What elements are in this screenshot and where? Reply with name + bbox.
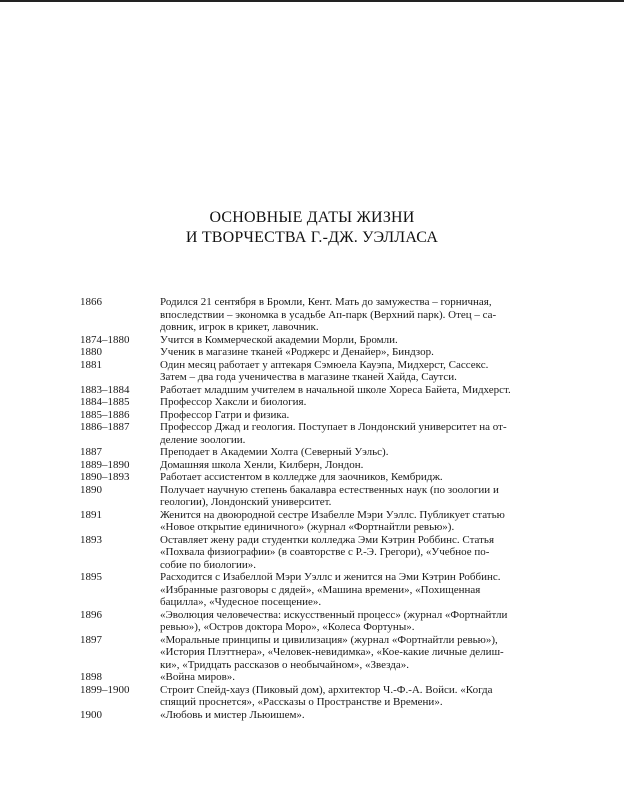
entry-text-line: Один месяц работает у аптекаря Сэмюела Кауэпа, Мидхерст, Сассекс. (160, 358, 489, 371)
entry-text-line: собие по биологии». (160, 558, 256, 571)
chronology-list (80, 296, 546, 721)
chronology-entry (80, 571, 546, 609)
entry-year: 1883–1884 (80, 383, 130, 396)
entry-year: 1890–1893 (80, 471, 130, 483)
chronology-entry (80, 634, 546, 672)
entry-text-line: ки», «Тридцать рассказов о необычайном», «Звезда». (160, 658, 409, 671)
title-line: ОСНОВНЫЕ ДАТЫ ЖИЗНИ (209, 209, 415, 226)
entry-year: 1885–1886 (80, 408, 130, 421)
entry-year: 1900 (80, 708, 102, 721)
chronology-entry (80, 396, 546, 409)
entry-year: 1881 (80, 358, 102, 371)
entry-text (160, 609, 546, 634)
entry-text-line: «Похвала физиографии» (в соавторстве с Р.-Э. Грегори), «Учебное по- (160, 546, 490, 558)
entry-text-line: «Новое открытие единичного» (журнал «Фортнайтли ревью»). (160, 521, 455, 533)
entry-text-line: «Эволюция человечества: искусственный процесс» (журнал «Фортнайтли (160, 608, 508, 621)
entry-year: 1890 (80, 483, 102, 496)
chronology-entry (80, 709, 546, 722)
entry-text-line: ревью»), «Остров доктора Моро», «Колеса Фортуны». (160, 621, 415, 633)
entry-text-line: Учится в Коммерческой академии Морли, Бромли. (160, 333, 398, 346)
entry-text (160, 709, 546, 722)
entry-text-line: Строит Спейд-хауз (Пиковый дом), архитектор Ч.-Ф.-А. Войси. «Когда (160, 683, 493, 696)
entry-text-line: Преподает в Академии Холта (Северный Уэльс). (160, 446, 389, 458)
entry-text-line: бацилла», «Чудесное посещение». (160, 596, 322, 608)
entry-text (160, 296, 546, 334)
entry-text (160, 571, 546, 609)
chronology-entry (80, 609, 546, 634)
entry-text (160, 509, 546, 534)
entry-text-line: «Избранные разговоры с дядей», «Машина времени», «Похищенная (160, 583, 481, 596)
entry-text-line: «Моральные принципы и цивилизация» (журнал «Фортнайтли ревью»), (160, 633, 498, 646)
entry-text (160, 359, 546, 384)
entry-year: 1866 (80, 296, 102, 308)
entry-text (160, 684, 546, 709)
entry-text (160, 484, 546, 509)
entry-text-line: довник, игрок в крикет, лавочник. (160, 321, 319, 333)
chronology-entry (80, 446, 546, 459)
top-rule (0, 0, 624, 2)
entry-year: 1896 (80, 608, 102, 621)
entry-text (160, 446, 546, 459)
entry-text-line: Родился 21 сентября в Бромли, Кент. Мать до замужества – горничная, (160, 296, 492, 308)
entry-text-line: Расходится с Изабеллой Мэри Уэллс и женится на Эми Кэтрин Роббинс. (160, 571, 501, 583)
chronology-entry (80, 346, 546, 359)
chronology-entry (80, 421, 546, 446)
chronology-entry (80, 334, 546, 347)
entry-year: 1898 (80, 671, 102, 683)
page-title (0, 208, 624, 248)
entry-text (160, 384, 546, 397)
entry-year: 1893 (80, 533, 102, 546)
entry-text (160, 471, 546, 484)
entry-year: 1899–1900 (80, 683, 130, 696)
entry-text-line: Профессор Джад и геология. Поступает в Лондонский университет на от- (160, 421, 507, 433)
entry-year: 1887 (80, 446, 102, 458)
entry-text (160, 634, 546, 672)
chronology-entry (80, 359, 546, 384)
entry-text-line: «Война миров». (160, 671, 236, 683)
entry-text (160, 346, 546, 359)
entry-text-line: геологии), Лондонский университет. (160, 496, 332, 508)
entry-text-line: Оставляет жену ради студентки колледжа Эми Кэтрин Роббинс. Статья (160, 533, 495, 546)
chronology-entry (80, 384, 546, 397)
title-line: И ТВОРЧЕСТВА Г.-ДЖ. УЭЛЛАСА (185, 229, 439, 246)
chronology-entry (80, 684, 546, 709)
entry-year: 1880 (80, 346, 102, 358)
entry-text-line: деление зоологии. (160, 433, 246, 446)
entry-text-line: Домашняя школа Хенли, Килберн, Лондон. (160, 458, 364, 471)
entry-text (160, 334, 546, 347)
chronology-entry (80, 484, 546, 509)
entry-text-line: «История Плэттнера», «Человек-невидимка», «Кое-какие личные делиш- (160, 646, 504, 658)
chronology-entry (80, 534, 546, 572)
entry-text-line: Профессор Гатри и физика. (160, 408, 290, 421)
entry-text-line: спящий проснется», «Рассказы о Пространстве и Времени». (160, 696, 443, 708)
entry-text (160, 459, 546, 472)
entry-text-line: впоследствии – экономка в усадьбе Ап-парк (Верхний парк). Отец – са- (160, 308, 497, 321)
entry-text (160, 671, 546, 684)
entry-year: 1891 (80, 508, 102, 521)
entry-year: 1884–1885 (80, 396, 130, 408)
chronology-entry (80, 471, 546, 484)
entry-year: 1886–1887 (80, 421, 130, 433)
entry-text-line: Профессор Хаксли и биология. (160, 396, 307, 408)
entry-text-line: Затем – два года ученичества в магазине тканей Хайда, Саутси. (160, 371, 457, 383)
chronology-entry (80, 459, 546, 472)
entry-year: 1889–1890 (80, 458, 130, 471)
chronology-entry (80, 296, 546, 334)
entry-text (160, 409, 546, 422)
chronology-entry (80, 671, 546, 684)
chronology-entry (80, 509, 546, 534)
entry-year: 1874–1880 (80, 333, 130, 346)
entry-text-line: Ученик в магазине тканей «Роджерс и Денайер», Биндзор. (160, 346, 434, 358)
chronology-entry (80, 409, 546, 422)
entry-text-line: Работает младшим учителем в начальной школе Хореса Байета, Мидхерст. (160, 383, 511, 396)
entry-text-line: Работает ассистентом в колледже для заочников, Кембридж. (160, 471, 443, 483)
entry-text (160, 534, 546, 572)
entry-year: 1895 (80, 571, 102, 583)
entry-text-line: Получает научную степень бакалавра естественных наук (по зоологии и (160, 483, 499, 496)
entry-text (160, 421, 546, 446)
entry-year: 1897 (80, 633, 102, 646)
entry-text-line: «Любовь и мистер Льюишем». (160, 708, 305, 721)
entry-text-line: Женится на двоюродной сестре Изабелле Мэри Уэллс. Публикует статью (160, 508, 505, 521)
entry-text (160, 396, 546, 409)
